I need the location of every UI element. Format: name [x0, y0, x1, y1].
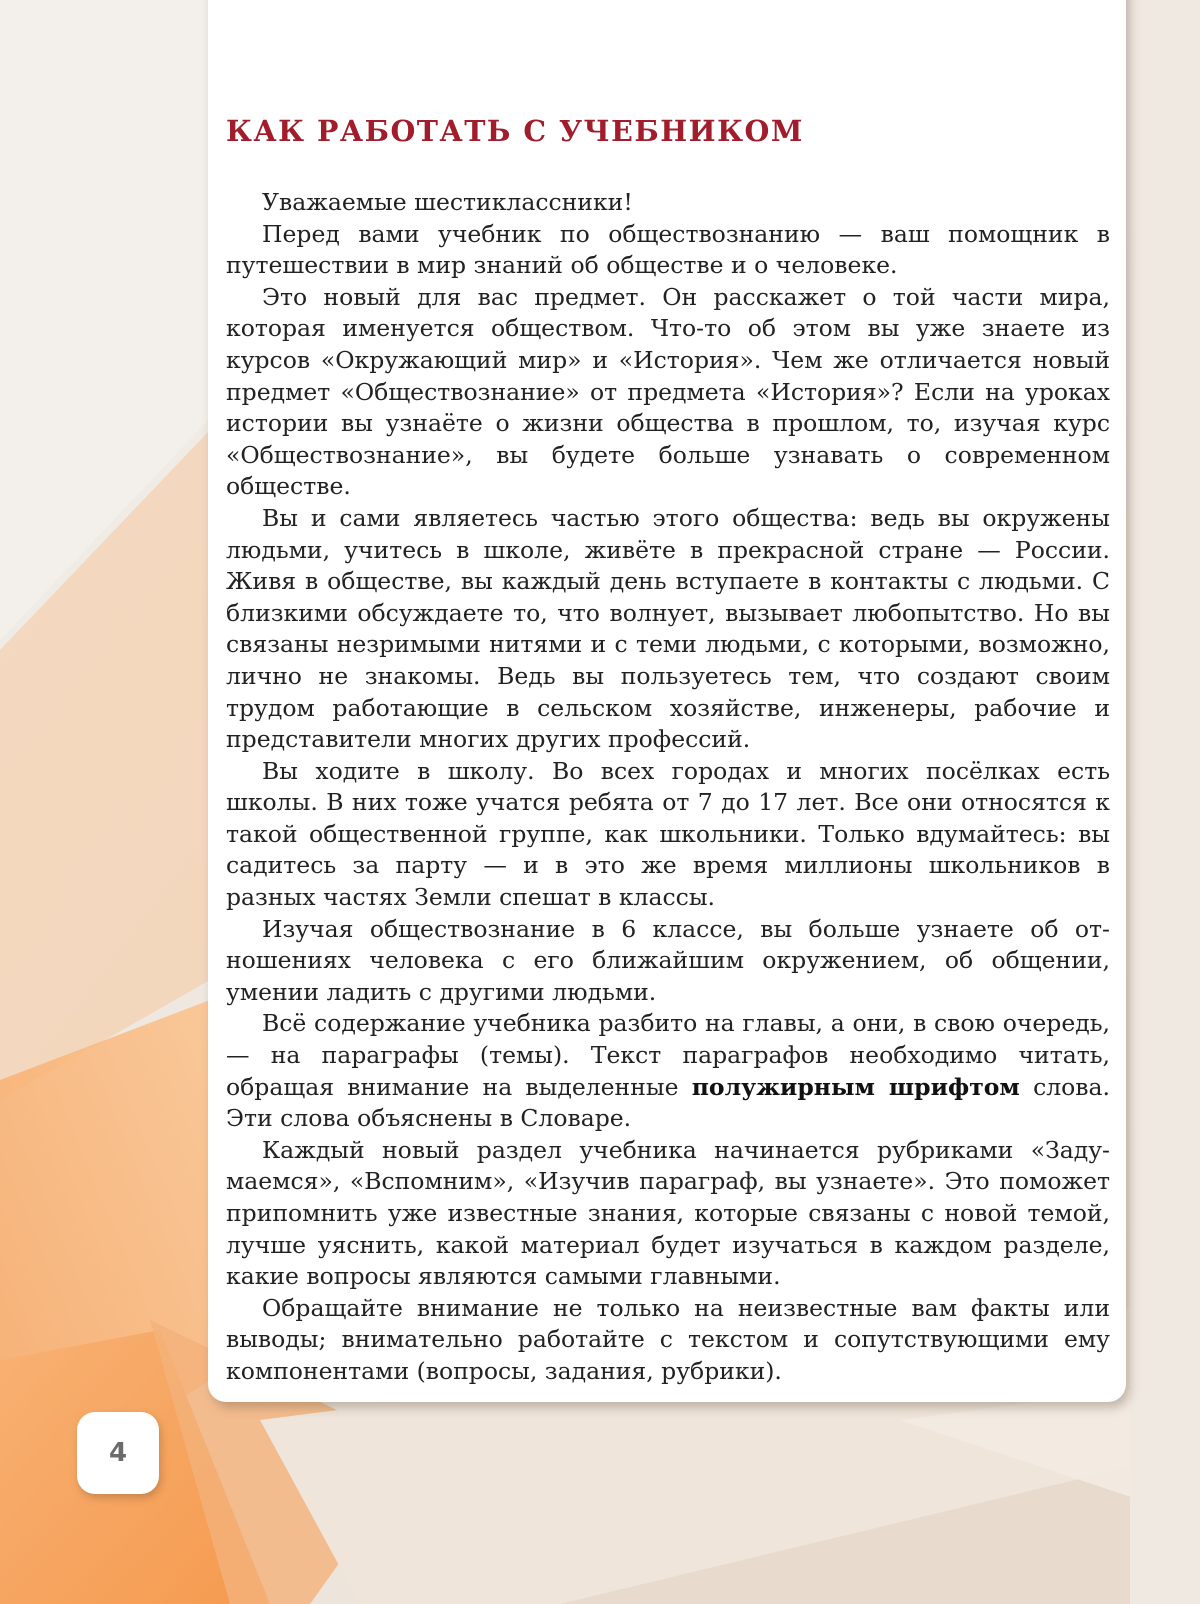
greeting-paragraph: Уважаемые шестиклассники!: [262, 188, 633, 216]
bold-term: полужирным шрифтом: [691, 1072, 1020, 1101]
paragraph-8: Обращайте внимание не только на неизвестные вам факты или выводы; внимательно работайте с текстом и сопутствующими ему компонентами (вопросы, задания, рубрики).: [226, 1293, 1110, 1385]
paragraph-4: Вы ходите в школу. Во всех городах и многих посёлках есть школы. В них тоже учатся ребята от 7 до 17 лет. Все они относятся к такой общественной группе, как школьники. Только вдумайтесь: вы садитесь за парту — и в это же время миллионы школьников в разных частях Земли спешат в классы.: [226, 756, 1110, 912]
page-number: 4: [77, 1412, 159, 1494]
body-text: [226, 187, 1110, 1388]
paragraph-5: Изучая обществознание в 6 классе, вы больше узнаете об отношениях человека с его ближайшим окружением, об общении, умении ладить с другими людьми.: [226, 914, 1110, 1006]
paragraph-6-text-end: слова. Эти слова объяснены в Словаре.: [226, 1072, 1111, 1133]
paragraph-3: Вы и сами являетесь частью этого общества: ведь вы окружены людьми, учитесь в школе, живёте в прекрасной стране — России. Живя в обществе, вы каждый день вступаете в контакты с людьми. С близкими обсуждаете то, что волнует, вызывает любопытство. Но вы связаны незримыми нитями и с теми людьми, с которыми, возможно, лично не знакомы. Ведь вы пользуетесь тем, что создают своим трудом работающие в сельском хозяйстве, инженеры, рабочие и представители многих других профессий.: [226, 503, 1110, 754]
paragraph-1: Перед вами учебник по обществознанию — ваш помощник в путешествии в мир знаний об обществе и о человеке.: [226, 219, 1110, 280]
paragraph-6: [226, 1008, 1110, 1134]
paragraph-6-text-start: Всё содержание учебника разбито на главы, а они, в свою очередь, — на параграфы (темы). Текст параграфов необходимо читать, обращая внимание на выделенные: [226, 1009, 1110, 1101]
page-title: КАК РАБОТАТЬ С УЧЕБНИКОМ: [226, 114, 804, 148]
paragraph-7: Каждый новый раздел учебника начинается рубриками «Задумаемся», «Вспомним», «Изучив параграф, вы узнаете». Это поможет припомнить уже известные знания, которые связаны с новой темой, лучше уяснить, какой материал будет изучаться в каждом разделе, какие вопросы являются самыми главными.: [226, 1135, 1110, 1291]
paragraph-2: Это новый для вас предмет. Он расскажет о той части мира, которая именуется обществом. Что-то об этом вы уже знаете из курсов «Окружающий мир» и «История». Чем же отличается новый предмет «Обществознание» от предмета «История»? Если на уроках истории вы узнаёте о жизни общества в прошлом, то, изучая курс «Обществознание», вы будете больше узнавать о современном обществе.: [226, 282, 1110, 501]
